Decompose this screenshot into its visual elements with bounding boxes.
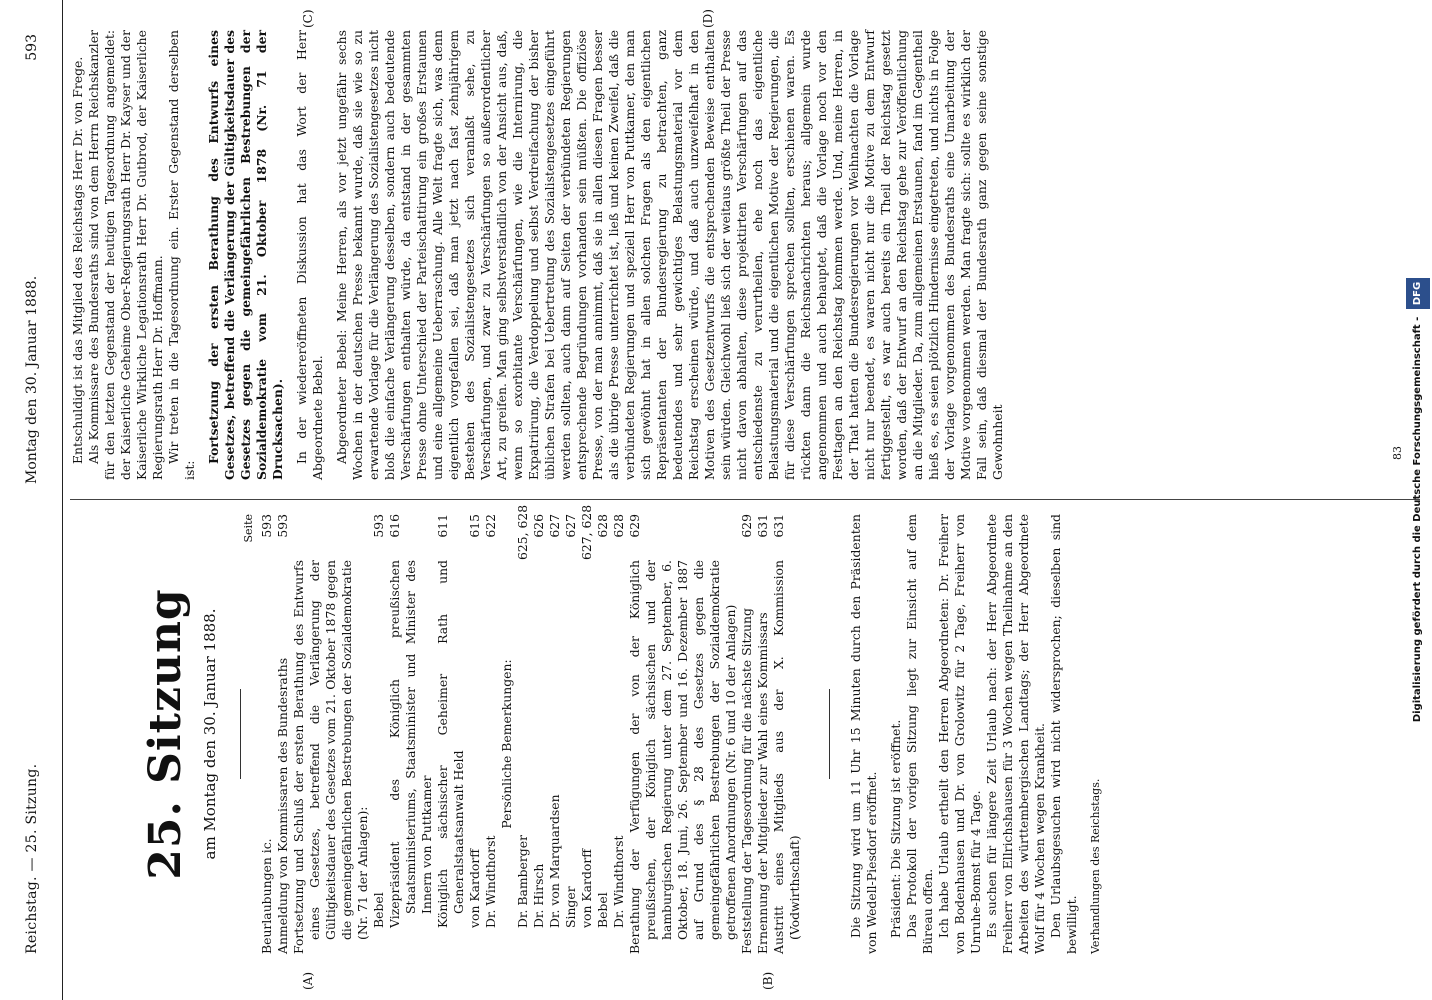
right-column	[70, 30, 1006, 480]
toc-row	[563, 514, 579, 954]
session-subtitle: am Montag den 30. Januar 1888.	[201, 608, 219, 860]
toc-row	[531, 514, 547, 954]
credit-strip	[1406, 0, 1430, 1000]
toc-item: Persönliche Bemerkungen:	[499, 659, 514, 829]
discussion-paragraph: In der wiedereröffneten Diskussion hat das Wort der Herr Abgeordnete Bebel.	[294, 30, 325, 480]
leave-request-paragraph: Es suchen für längere Zeit Urlaub nach: der Herr Abgeordnete Freiherr von Ellrichshausen für 3 Wochen wegen Theilnahme an den Arbeiten des württembergischen Landtags; der Herr Abgeordnete Wolf für 4 Wochen wegen Krankheit.	[984, 514, 1047, 954]
toc-item: Dr. von Marquardsen	[547, 794, 562, 928]
toc-page: 593	[275, 514, 290, 538]
toc-page: 615	[467, 514, 482, 538]
toc-item: Dr. Windthorst	[483, 835, 498, 928]
toc-page: 625, 628	[515, 504, 530, 560]
toc-item: Fortsetzung und Schluß der ersten Berathung des Entwurfs eines Gesetzes, betreffend die Verlängerung der Gültigkeitsdauer des Gesetzes vom 21. Oktober 1878 gegen die gemeingefährlichen Bestrebungen der Sozialdemokratie (Nr. 71 der Anlagen):	[291, 560, 370, 954]
excused-paragraph: Entschuldigt ist das Mitglied des Reichstags Herr Dr. von Frege.	[70, 56, 85, 464]
toc-item: Anmeldung von Kommissaren des Bundesraths	[275, 657, 290, 954]
toc-row	[515, 504, 531, 954]
margin-mark-c: (C)	[301, 9, 315, 28]
running-head	[24, 34, 50, 954]
toc-page-label: Seite	[242, 514, 255, 543]
toc-row	[371, 514, 387, 954]
leave-approval-paragraph: Den Urlaubsgesuchen wird nicht widersprochen; dieselben sind bewilligt.	[1048, 514, 1079, 954]
toc-row	[467, 514, 483, 954]
toc-item: Bebel	[595, 892, 610, 928]
toc-page: 593	[259, 514, 274, 538]
toc-item: von Kardorff	[467, 848, 482, 928]
toc-row	[547, 514, 563, 954]
session-title: 25. Sitzung	[140, 588, 191, 880]
toc-page: 611	[435, 514, 450, 538]
toc-row	[739, 514, 755, 954]
leave-granted-paragraph: Ich habe Urlaub ertheilt den Herren Abgeordneten: Dr. Freiherr von Bodenhausen und Dr. von Grolowitz für 2 Tage, Freiherr von Unruhe-Bomst für 4 Tage.	[936, 514, 983, 954]
toc-page: 626	[531, 514, 546, 538]
agenda-paragraph: Wir treten in die Tagesordnung ein. Erster Gegenstand derselben ist:	[166, 30, 197, 480]
commissioners-paragraph: Als Kommissare des Bundesraths sind von dem Herrn Reichskanzler für den letzten Gegenstand der heutigen Tagesordnung angemeldet: der Kaiserliche Geheime Ober-Regierungsrath Herr Dr. Kayser und der Kaiserliche Wirkliche Legationsrath Herr Dr. Gutbrod, der Kaiserliche Regierungsrath Herr Dr. Hoffmann.	[86, 30, 165, 480]
toc-row	[291, 514, 371, 954]
toc-row	[435, 514, 467, 954]
left-column	[70, 504, 1104, 954]
toc-page: 628	[595, 514, 610, 538]
toc-item: Beurlaubungen ic.	[259, 838, 274, 954]
header-rule	[62, 0, 63, 1000]
toc-item: Feststellung der Tagesordnung für die nächste Sitzung	[739, 608, 754, 954]
toc-page: 628	[611, 514, 626, 538]
toc-item: Ernennung der Mitglieder zur Wahl eines Kommissars	[755, 612, 770, 954]
toc-row	[275, 514, 291, 954]
toc-page: 593	[371, 514, 386, 538]
running-head-left: Reichstag. — 25. Sitzung.	[24, 763, 40, 954]
table-of-contents	[242, 504, 803, 954]
toc-page: 622	[483, 514, 498, 538]
toc-row	[755, 514, 771, 954]
toc-item: von Kardorff	[579, 848, 594, 928]
toc-page: 629	[627, 514, 642, 538]
signature-mark: 83	[1391, 446, 1404, 460]
margin-mark-d: (D)	[701, 9, 715, 28]
credit-text: Digitalisierung gefördert durch die Deutsche Forschungsgemeinschaft -	[1412, 316, 1423, 723]
toc-row	[595, 514, 611, 954]
president-statement: Präsident: Die Sitzung ist eröffnet.	[888, 719, 903, 938]
toc-row	[611, 514, 627, 954]
toc-item: Bebel	[371, 892, 386, 928]
toc-page: 631	[771, 514, 786, 538]
toc-item: Dr. Hirsch	[531, 863, 546, 928]
toc-item: Vizepräsident des Königlich preußischen Staatsministeriums, Staatsminister und Minister des Innern von Puttkamer	[387, 560, 434, 928]
credit-line	[1406, 0, 1430, 1000]
toc-item: Austritt eines Mitglieds aus der X. Kommission (Vodwirthschaft)	[771, 560, 802, 954]
proceedings-footer: Verhandlungen des Reichstags.	[1089, 778, 1102, 954]
bebel-speech: Abgeordneter Bebel: Meine Herren, als vor jetzt ungefähr sechs Wochen in der deutschen Presse bekannt wurde, daß sie wie so zu erwartende Vorlage für die Verlängerung des Sozialistengesetzes nicht bloß die einfache Verlängerung desselben, sondern auch bedeutende Verschärfungen enthalten würde, da entstand in der gesammten Presse ohne Unterschied der Parteischattirung ein großes Erstaunen und eine allgemeine Ueberraschung. Alle Welt fragte sich, was denn eigentlich vorgefallen sei, daß man jetzt nach fast zehnjährigem Bestehen des Sozialistengesetzes sich veranlaßt sehe, zu Verschärfungen, und zwar zu Verschärfungen so außerordentlicher Art, zu greifen. Man ging selbstverständlich von der Ansicht aus, daß, wenn so exorbitante Verschärfungen, wie die Internirung, die Expatriirung, die Verdoppelung und selbst Verdreifachung der bisher üblichen Strafen bei Uebertretung des Sozialistengesetzes eingeführt werden sollten, auch dann auf Seiten der verbündeten Regierungen entsprechende Begründungen vorhanden sein müßten. Die offiziöse Presse, von der man annimmt, daß sie in allen diesen Fragen besser als die übrige Presse unterrichtet ist, ließ und keinen Zweifel, daß die verbündeten Regierungen und speziell Herr von Puttkamer, den man sich gewöhnt hat in allen solchen Fragen als den eigentlichen Repräsentanten der Bundesregierung zu betrachten, ganz bedeutendes und sehr gewichtiges Belastungsmaterial vor dem Reichstag erscheinen würde, und daß auch unzweifelhaft in den Motiven des Gesetzentwurfs die entsprechenden Beweise enthalten sein würden. Gleichwohl ließ sich der weitaus größte Theil der Presse nicht davon abhalten, diese projektirten Verschärfungen auf das entschiedenste zu verurtheilen, ehe noch das eigentliche Belastungsmaterial und die eigentlichen Motive der Regierungen, die für diese Verschärfungen sprechen sollten, erschienen waren. Es rückten dann die Reichsnachrichten heraus; allgemein wurde angenommen und auch behauptet, daß die Vorlage noch vor den Festtagen an den Reichstag kommen werde. Und, meine Herren, in der That hatten die Bundesregierungen vor Weihnachten die Vorlage nicht nur beendet, es waren nicht nur die Motive zu dem Entwurf fertiggestellt, es war auch bereits ein Theil der Reichstag gesetzt worden, daß der Entwurf an den Reichstag gehe zur Veröffentlichung an die Mitglieder. Da, zum allgemeinen Erstaunen, fand im Gegentheil hieß es, es seien plötzlich Hindernisse eingetreten, und nichts in Folge der Vorlage vorgenommen des Bundesraths eine Umarbeitung der Motive vorgenommen werden. Man fragte sich: sollte es wirklich der Fall sein, daß diesmal der Bundesrath ganz gegen seine sonstige Gewohnheit	[334, 30, 1005, 480]
toc-page: 616	[387, 514, 402, 538]
section-rule	[829, 689, 830, 779]
running-head-date: Montag den 30. Januar 1888.	[24, 275, 40, 484]
toc-row	[579, 504, 595, 954]
toc-item: Berathung der Verfügungen der von der Königlich preußischen, der Königlich sächsischen und der hamburgischen Regierung unter dem 27. September, 6. Oktober, 18. Juni, 26. September und 16. Dezember 1887 auf Grund des § 28 des Gesetzes gegen die gemeingefährlichen Bestrebungen der Sozialdemokratie getroffenen Anordnungen (Nr. 6 und 10 der Anlagen)	[627, 560, 738, 954]
toc-page: 629	[739, 514, 754, 538]
page-number: 593	[24, 34, 40, 61]
toc-page: 627	[547, 514, 562, 538]
margin-mark-a: (A)	[301, 971, 315, 990]
toc-row	[627, 514, 739, 954]
toc-page: 627	[563, 514, 578, 538]
dfg-logo: DFG	[1406, 278, 1430, 309]
toc-item: Königlich sächsischer Geheimer Rath und Generalstaatsanwalt Held	[435, 560, 466, 928]
opening-paragraph: Die Sitzung wird um 11 Uhr 15 Minuten durch den Präsidenten von Wedell-Piesdorf eröffnet.	[848, 514, 879, 954]
toc-item: Dr. Windthorst	[611, 835, 626, 928]
toc-page: 627, 628	[579, 504, 594, 560]
toc-page: 631	[755, 514, 770, 538]
toc-item: Singer	[563, 886, 578, 928]
protocol-paragraph: Das Protokoll der vorigen Sitzung liegt zur Einsicht auf dem Büreau offen.	[904, 514, 935, 954]
title-rule	[240, 689, 241, 779]
toc-item: Dr. Bamberger	[515, 835, 530, 928]
toc-row	[387, 514, 435, 954]
toc-row	[259, 514, 275, 954]
agenda-item-title: Fortsetzung der ersten Berathung des Entwurfs eines Gesetzes, betreffend die Verlängerung der Gültigkeitsdauer des Gesetzes gegen die gemeingefährlichen Bestrebungen der Sozialdemokratie vom 21. Oktober 1878 (Nr. 71 der Drucksachen).	[206, 30, 285, 480]
column-divider	[70, 499, 1420, 500]
toc-row	[771, 514, 803, 954]
margin-mark-b: (B)	[761, 971, 775, 990]
toc-row	[499, 514, 515, 954]
toc-row	[483, 514, 499, 954]
